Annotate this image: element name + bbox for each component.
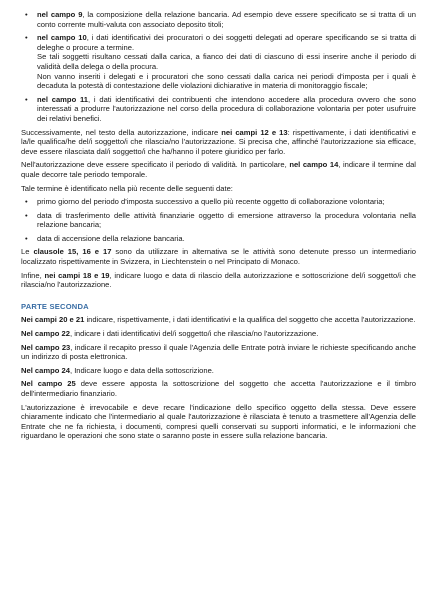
bullet-icon: • (25, 210, 28, 220)
field-ref: Nel campo 24 (21, 365, 70, 375)
list-item-campo-9 (21, 10, 416, 29)
text-span: : rispettivamente, i dati identificativi e la/le qualifica/he del/i soggetto/i che rilascia/no l'autorizzazione. Si precisa che, affinché l'autorizzazione sia efficace, deve essere rilasciata dal/i soggetto/i che ha/hanno il potere giuridico per farlo. (21, 127, 416, 156)
text-span: Successivamente, nel testo della autorizzazione, indicare (21, 127, 222, 137)
list-item-text: data di trasferimento delle attività finanziarie oggetto di emersione attraverso la procedura volontaria nella relazione bancaria; (37, 210, 416, 230)
list-item-text: , i dati identificativi dei procuratori o dei soggetti delegati ad operare specificando se si tratta di deleghe o procure a termine. (37, 33, 416, 52)
list-item-campo-10 (21, 33, 416, 91)
list-item-campo-11 (21, 95, 416, 124)
field-ref: Nel campo 22 (21, 329, 70, 339)
field-ref: Nei campi 20 e 21 (21, 315, 85, 325)
text-span: , indicare i dati identificativi del/i soggetto/i che rilascia/no l'autorizzazione. (69, 329, 319, 339)
field-ref: nel campo 11 (37, 94, 89, 104)
field-instructions-list (21, 10, 416, 124)
text-span: , indicare il termine dal quale decorre tale periodo temporale. (21, 160, 416, 179)
text-span: indicare, rispettivamente, i dati identificativi e la qualifica del soggetto che accetta l'autorizzazione. (84, 315, 416, 325)
paragraph-dates-intro: Tale termine è identificato nella più recente delle seguenti date: (21, 183, 233, 193)
paragraph-campi-18-19 (21, 271, 416, 290)
paragraph-campo-22 (21, 329, 416, 339)
field-ref: Nel campo 23 (21, 342, 71, 352)
bullet-icon: • (25, 10, 28, 19)
field-ref: nel campo 14 (289, 160, 339, 170)
paragraph-campo-23 (21, 343, 416, 362)
field-ref: Nel campo 25 (21, 379, 76, 389)
field-ref: nei campi 18 e 19 (44, 270, 110, 280)
field-ref: nel campo 9 (37, 10, 83, 19)
list-item-text: , i dati identificativi dei contribuenti che intendono accedere alla procedura ovvero che sono interessati a produrre l'autorizzazione nel corso della procedura di collaborazione volontaria per poter usufruire dei relativi benefici. (37, 94, 416, 123)
text-span: sono da utilizzare in alternativa se le attività sono detenute presso un intermediario localizzato rispettivamente in Svizzera, in Liechtenstein o nel Principato di Monaco. (21, 247, 416, 267)
list-item-note: Se tali soggetti risultano cessati dalla carica, a fianco dei dati di ciascuno di essi inserire anche il periodo di validità della delega o della procura. (37, 52, 416, 71)
paragraph-clausole (21, 247, 416, 266)
list-item-date (21, 197, 416, 207)
text-span: deve essere apposta la sottoscrizione del soggetto che accetta l'autorizzazione e il timbro dell'intermediario finanziario. (21, 379, 416, 398)
bullet-icon: • (25, 197, 28, 207)
bullet-icon: • (25, 94, 28, 104)
list-item-text: data di accensione della relazione bancaria. (37, 233, 185, 243)
paragraph-campo-25 (21, 379, 416, 398)
list-item-text: primo giorno del periodo d'imposta successivo a quello più recente oggetto di collaborazione volontaria; (37, 197, 385, 207)
text-span: , indicare il recapito presso il quale l'Agenzia delle Entrate potrà inviare le richieste specificando anche un indirizzo di posta elettronica. (21, 342, 416, 362)
text-span: , Indicare luogo e data della sottoscrizione. (69, 365, 214, 375)
paragraph-campi-12-13 (21, 128, 416, 157)
section-heading: PARTE SECONDA (21, 301, 89, 311)
text-span: Nell'autorizzazione deve essere specificato il periodo di validità. In particolare, (21, 160, 290, 170)
bullet-icon: • (25, 233, 28, 243)
field-ref: nei campi 12 e 13 (221, 127, 288, 137)
text-span: Infine, (21, 270, 45, 280)
text-span: , indicare luogo e data di rilascio della autorizzazione e sottoscrizione del/i soggetto/i che rilascia/no l'autorizzazione. (21, 270, 416, 290)
list-item-date (21, 211, 416, 230)
paragraph-campo-14 (21, 160, 416, 179)
text-span: Le (21, 247, 34, 257)
paragraph-campo-24 (21, 366, 416, 376)
paragraph-final: L'autorizzazione è irrevocabile e deve recare l'indicazione dello specifico oggetto della stessa. Deve essere chiaramente indicato che l'intermediario al quale l'autorizzazione è rilasciata è tenuto a trasmettere all'Agenzia delle Entrate che ne fa richiesta, i documenti, compresi quelli conservati su supporti informatici, e le informazioni che riguardano le operazioni che sono state o saranno poste in essere sulla relazione bancaria. (21, 402, 416, 441)
bullet-icon: • (25, 33, 28, 43)
dates-list (21, 197, 416, 243)
field-ref: clausole 15, 16 e 17 (33, 247, 112, 257)
list-item-note: Non vanno inseriti i delegati e i procuratori che sono cessati dalla carica nei periodi d'imposta per i quali è decaduta la potestà di contestazione delle violazioni dichiarative in materia di monitoraggio fiscale; (37, 71, 416, 91)
list-item-date (21, 234, 416, 244)
paragraph-campi-20-21 (21, 315, 416, 325)
field-ref: nel campo 10 (37, 33, 87, 43)
list-item-text: , la composizione della relazione bancaria. Ad esempio deve essere specificato se si tratta di un conto corrente multi-valuta con associato deposito titoli; (37, 10, 417, 29)
